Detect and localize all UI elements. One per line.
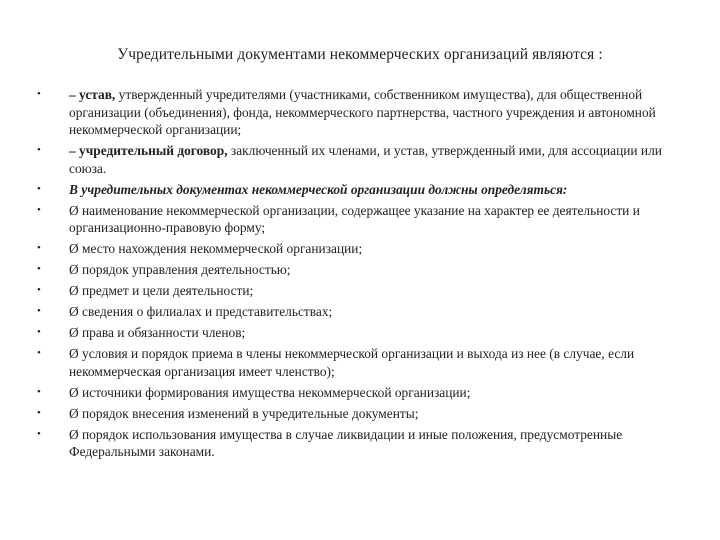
item-lead: – устав,	[69, 87, 116, 102]
list-item	[0, 384, 720, 402]
slide-title: Учредительными документами некоммерческих организаций являются :	[117, 46, 603, 63]
list-item	[0, 324, 720, 342]
bullet-icon: •	[37, 347, 41, 360]
list-item-ustav	[0, 86, 720, 139]
list-item	[0, 261, 720, 279]
bullet-list	[0, 86, 720, 464]
bullet-icon: •	[37, 406, 41, 419]
item-text: Ø порядок управления деятельностью;	[69, 262, 291, 278]
item-text: Ø права и обязанности членов;	[69, 325, 246, 341]
bullet-icon: •	[37, 385, 41, 398]
item-text: заключенный их членами, и устав, утвержденный ими, для ассоциации или союза.	[69, 143, 662, 176]
item-text: Ø предмет и цели деятельности;	[69, 283, 254, 299]
list-item	[0, 240, 720, 258]
item-text: Ø порядок использования имущества в случае ликвидации и иные положения, предусмотренные Федеральными законами.	[69, 426, 623, 460]
item-text: Ø сведения о филиалах и представительствах;	[69, 304, 333, 320]
list-item	[0, 405, 720, 423]
list-item	[0, 282, 720, 300]
item-text: Ø условия и порядок приема в члены некоммерческой организации и выхода из нее (в случае, если некоммерческая организация имеет членство);	[69, 346, 635, 379]
item-text: утвержденный учредителями (участниками, собственником имущества), для общественной организации (объединения), фонда, некоммерческого партнерства, частного учреждения и автономной некоммерческой организации;	[69, 87, 656, 138]
bullet-icon: •	[37, 203, 41, 216]
list-item-dogovor	[0, 142, 720, 177]
item-text: Ø наименование некоммерческой организации, содержащее указание на характер ее деятельности и организационно-правовую форму;	[69, 202, 640, 236]
bullet-icon: •	[37, 284, 41, 297]
list-item	[0, 202, 720, 237]
item-text: Ø порядок внесения изменений в учредительные документы;	[69, 405, 419, 421]
bullet-icon: •	[37, 144, 41, 157]
item-text: Ø источники формирования имущества некоммерческой организации;	[69, 384, 471, 400]
section-heading: В учредительных документах некоммерческой организации должны определяться:	[69, 181, 568, 197]
bullet-icon: •	[37, 263, 41, 276]
item-text: Ø место нахождения некоммерческой организации;	[69, 241, 363, 257]
bullet-icon: •	[37, 88, 41, 100]
list-item	[0, 426, 720, 461]
list-item	[0, 303, 720, 321]
item-lead: – учредительный договор,	[69, 143, 228, 159]
bullet-icon: •	[37, 242, 41, 255]
list-item	[0, 345, 720, 380]
bullet-icon: •	[37, 427, 41, 440]
bullet-icon: •	[37, 182, 41, 195]
bullet-icon: •	[37, 305, 41, 318]
list-item-heading	[0, 181, 720, 199]
bullet-icon: •	[37, 326, 41, 339]
